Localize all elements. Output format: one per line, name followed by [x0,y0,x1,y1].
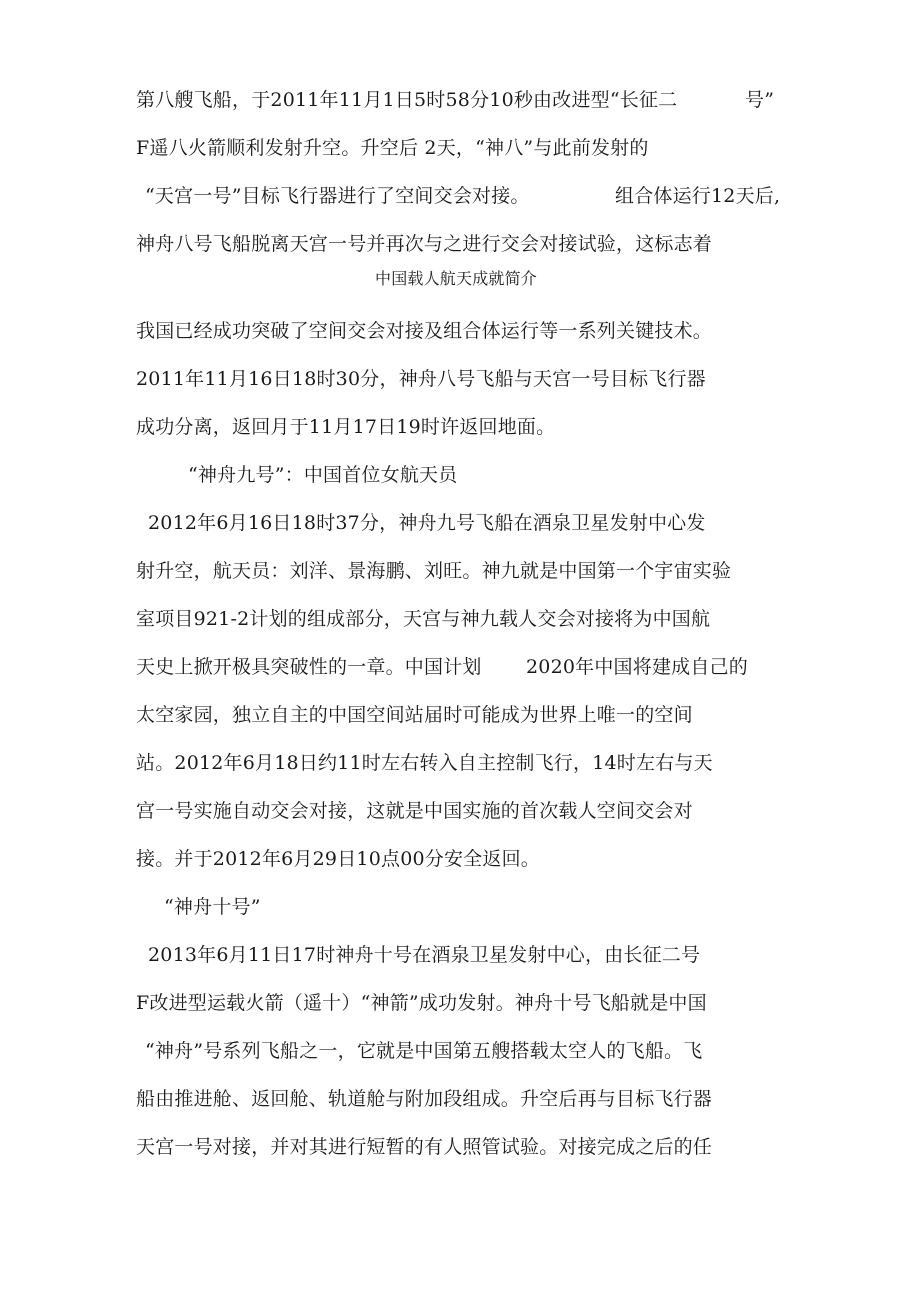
text-line: F改进型运载火箭（遥十）“神箭”成功发射。神舟十号飞船就是中国 [136,992,707,1014]
text-line: 射升空，航天员：刘洋、景海鹏、刘旺。神九就是中国第一个宇宙实验 [136,560,732,582]
text-line: 室项目921-2计划的组成部分，天宫与神九载人交会对接将为中国航 [136,608,711,630]
text-line: 我国已经成功突破了空间交会对接及组合体运行等一系列关键技术。 [136,320,713,342]
text-line: 成功分离，返回月于11月17日19时许返回地面。 [136,416,556,438]
text-line: 2020年中国将建成自己的 [526,656,748,678]
text-line: 站。2012年6月18日约11时左右转入自主控制飞行，14时左右与天 [136,752,713,774]
text-line: 天宫一号对接，并对其进行短暂的有人照管试验。对接完成之后的任 [136,1136,713,1158]
text-line: “天宫一号”目标飞行器进行了空间交会对接。 [145,185,530,207]
section-title: “神舟九号”：中国首位女航天员 [188,464,458,486]
text-line: 宫一号实施自动交会对接，这就是中国实施的首次载人空间交会对 [136,800,693,822]
text-line: 接。并于2012年6月29日10点00分安全返回。 [136,848,540,870]
text-line: 组合体运行12天后, [615,185,781,207]
text-line: 2013年6月11日17时神舟十号在酒泉卫星发射中心，由长征二号 [148,944,701,966]
section-title: “神舟十号” [164,896,261,918]
text-line: 2011年11月16日18时30分，神舟八号飞船与天宫一号目标飞行器 [136,368,706,390]
text-line: 船由推进舱、返回舱、轨道舱与附加段组成。升空后再与目标飞行器 [136,1088,713,1110]
text-line: “神舟”号系列飞船之一，它就是中国第五艘搭载太空人的飞船。飞 [145,1040,703,1062]
text-line: 神舟八号飞船脱离天宫一号并再次与之进行交会对接试验，这标志着 [136,233,713,255]
text-line: 天史上掀开极具突破性的一章。中国计划 [136,656,482,678]
text-line: 号” [745,89,775,111]
page-heading: 中国载人航天成就简介 [375,269,538,288]
text-line: 太空家园，独立自主的中国空间站届时可能成为世界上唯一的空间 [136,704,693,726]
text-line: F遥八火箭顺利发射升空。升空后 2天，“神八”与此前发射的 [136,137,649,159]
text-line: 2012年6月16日18时37分，神舟九号飞船在酒泉卫星发射中心发 [148,512,706,534]
text-line: 第八艘飞船，于2011年11月1日5时58分10秒由改进型“长征二 [136,89,678,111]
